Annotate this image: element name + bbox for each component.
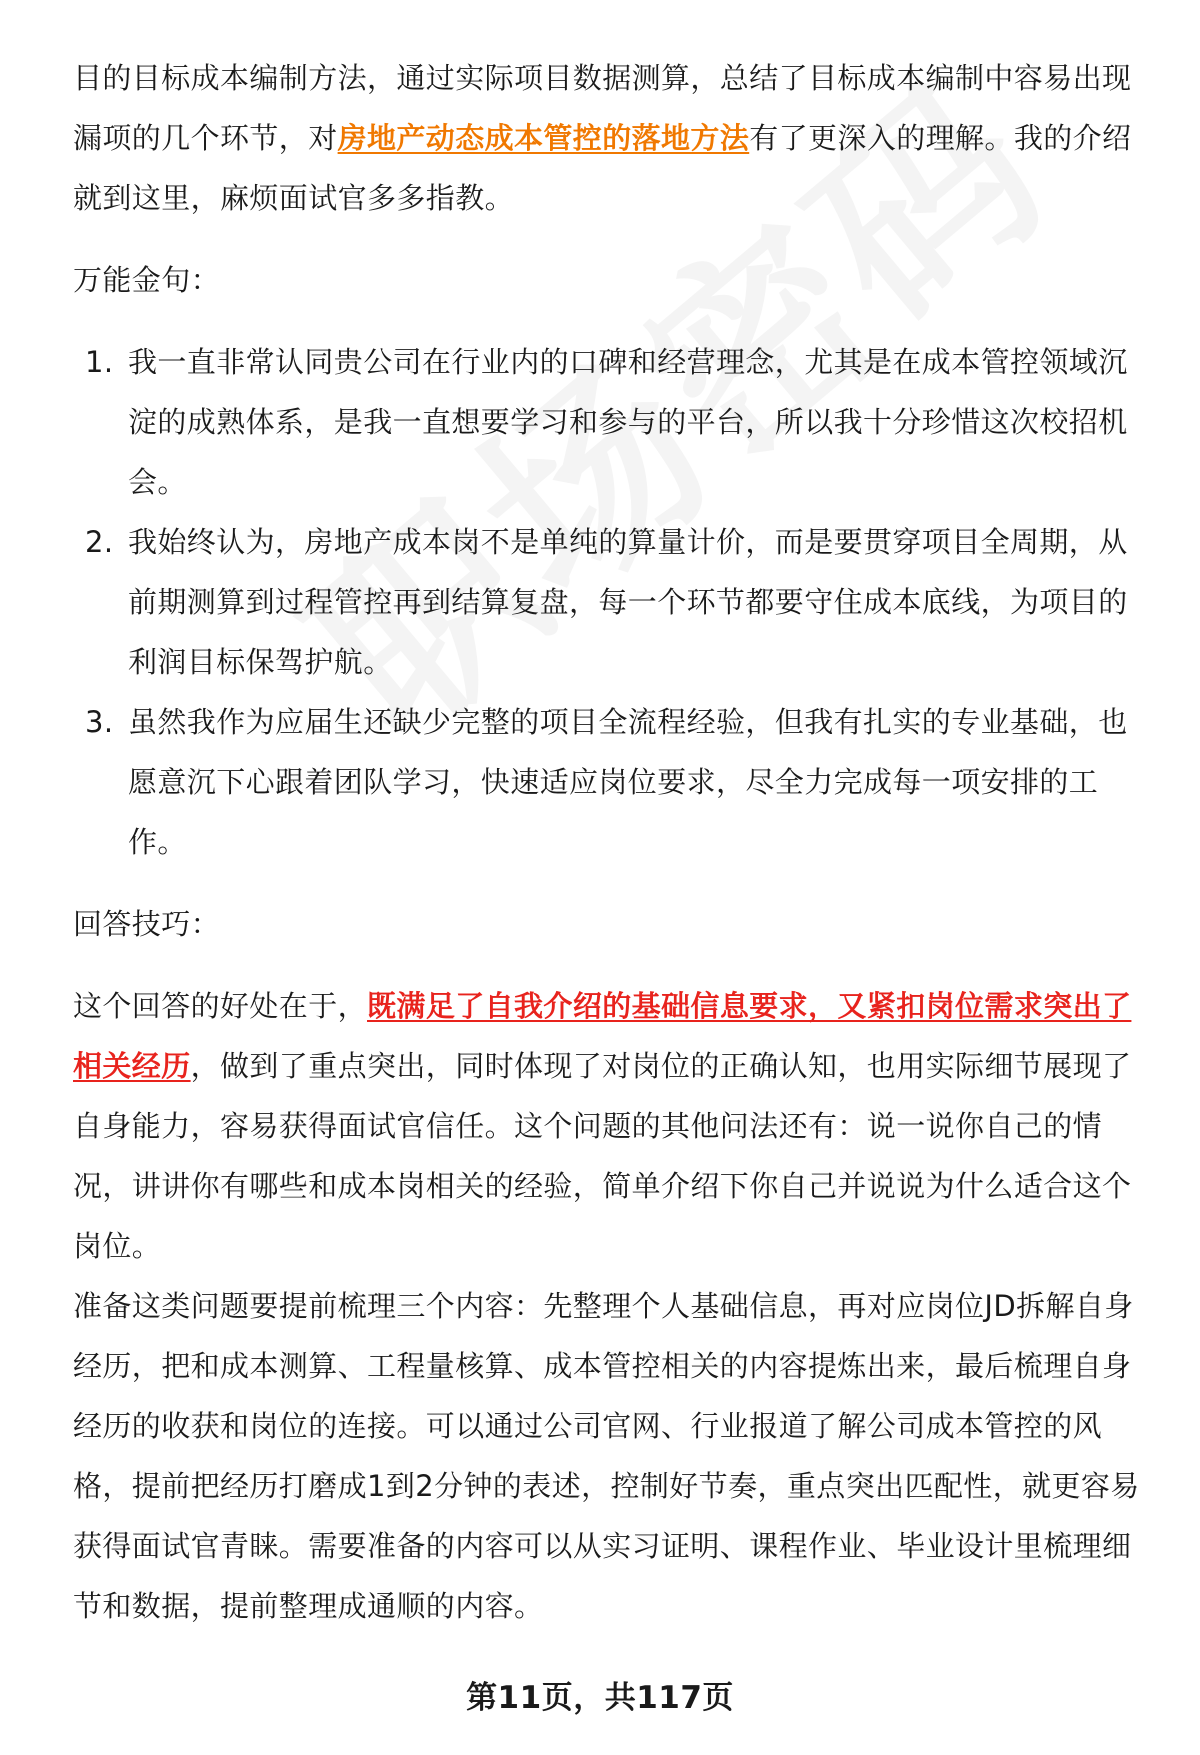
tips-paragraph-2: 准备这类问题要提前梳理三个内容：先整理个人基础信息，再对应岗位JD拆解自身经历，把和成本测算、工程量核算、成本管控相关的内容提炼出来，最后梳理自身经历的收获和岗位的连接。可以通过公司官网、行业报道了解公司成本管控的风格，提前把经历打磨成1到2分钟的表述，控制好节奏，重点突出匹配性，就更容易获得面试官青睐。需要准备的内容可以从实习证明、课程作业、毕业设计里梳理细节和数据，提前整理成通顺的内容。 bbox=[73, 1289, 1140, 1623]
list-item bbox=[73, 692, 1153, 872]
list-item-text: 虽然我作为应届生还缺少完整的项目全流程经验，但我有扎实的专业基础，也愿意沉下心跟着团队学习，快速适应岗位要求，尽全力完成每一项安排的工作。 bbox=[128, 705, 1128, 859]
tips-paragraph-1 bbox=[73, 976, 1153, 1276]
list-item bbox=[73, 332, 1153, 512]
list-item bbox=[73, 512, 1153, 692]
page-number: 第11页，共117页 bbox=[466, 1680, 734, 1716]
list-item-number: 3. bbox=[85, 705, 114, 739]
tips-highlight: 既满足了自我介绍的基础信息要求，又紧扣岗位需求突出了相关经历 bbox=[73, 989, 1132, 1083]
list-item-text: 我始终认为，房地产成本岗不是单纯的算量计价，而是要贯穿项目全周期，从前期测算到过程管控再到结算复盘，每一个环节都要守住成本底线，为项目的利润目标保驾护航。 bbox=[128, 525, 1128, 679]
list-item-number: 1. bbox=[85, 345, 114, 379]
intro-paragraph bbox=[73, 48, 1153, 228]
intro-highlight: 房地产动态成本管控的落地方法 bbox=[337, 121, 750, 155]
golden-phrases-list bbox=[73, 332, 1153, 872]
golden-phrases-heading: 万能金句： bbox=[73, 263, 221, 297]
intro-text-before: 目的目标成本编制方法，通过实际项目数据测算，总结了目标成本编制中容易出现漏项的几个环节，对 bbox=[73, 61, 1132, 155]
intro-text-after: 有了更深入的理解。我的介绍就到这里，麻烦面试官多多指教。 bbox=[73, 121, 1132, 215]
document-page bbox=[73, 48, 1153, 1636]
tips-heading: 回答技巧： bbox=[73, 907, 221, 941]
tips-text-before: 这个回答的好处在于， bbox=[73, 989, 368, 1023]
tips-text-after: ，做到了重点突出，同时体现了对岗位的正确认知，也用实际细节展现了自身能力，容易获得面试官信任。这个问题的其他问法还有：说一说你自己的情况，讲讲你有哪些和成本岗相关的经验，简单介绍下你自己并说说为什么适合这个岗位。 bbox=[73, 1049, 1132, 1263]
list-item-number: 2. bbox=[85, 525, 114, 559]
list-item-text: 我一直非常认同贵公司在行业内的口碑和经营理念，尤其是在成本管控领域沉淀的成熟体系，是我一直想要学习和参与的平台，所以我十分珍惜这次校招机会。 bbox=[128, 345, 1128, 499]
